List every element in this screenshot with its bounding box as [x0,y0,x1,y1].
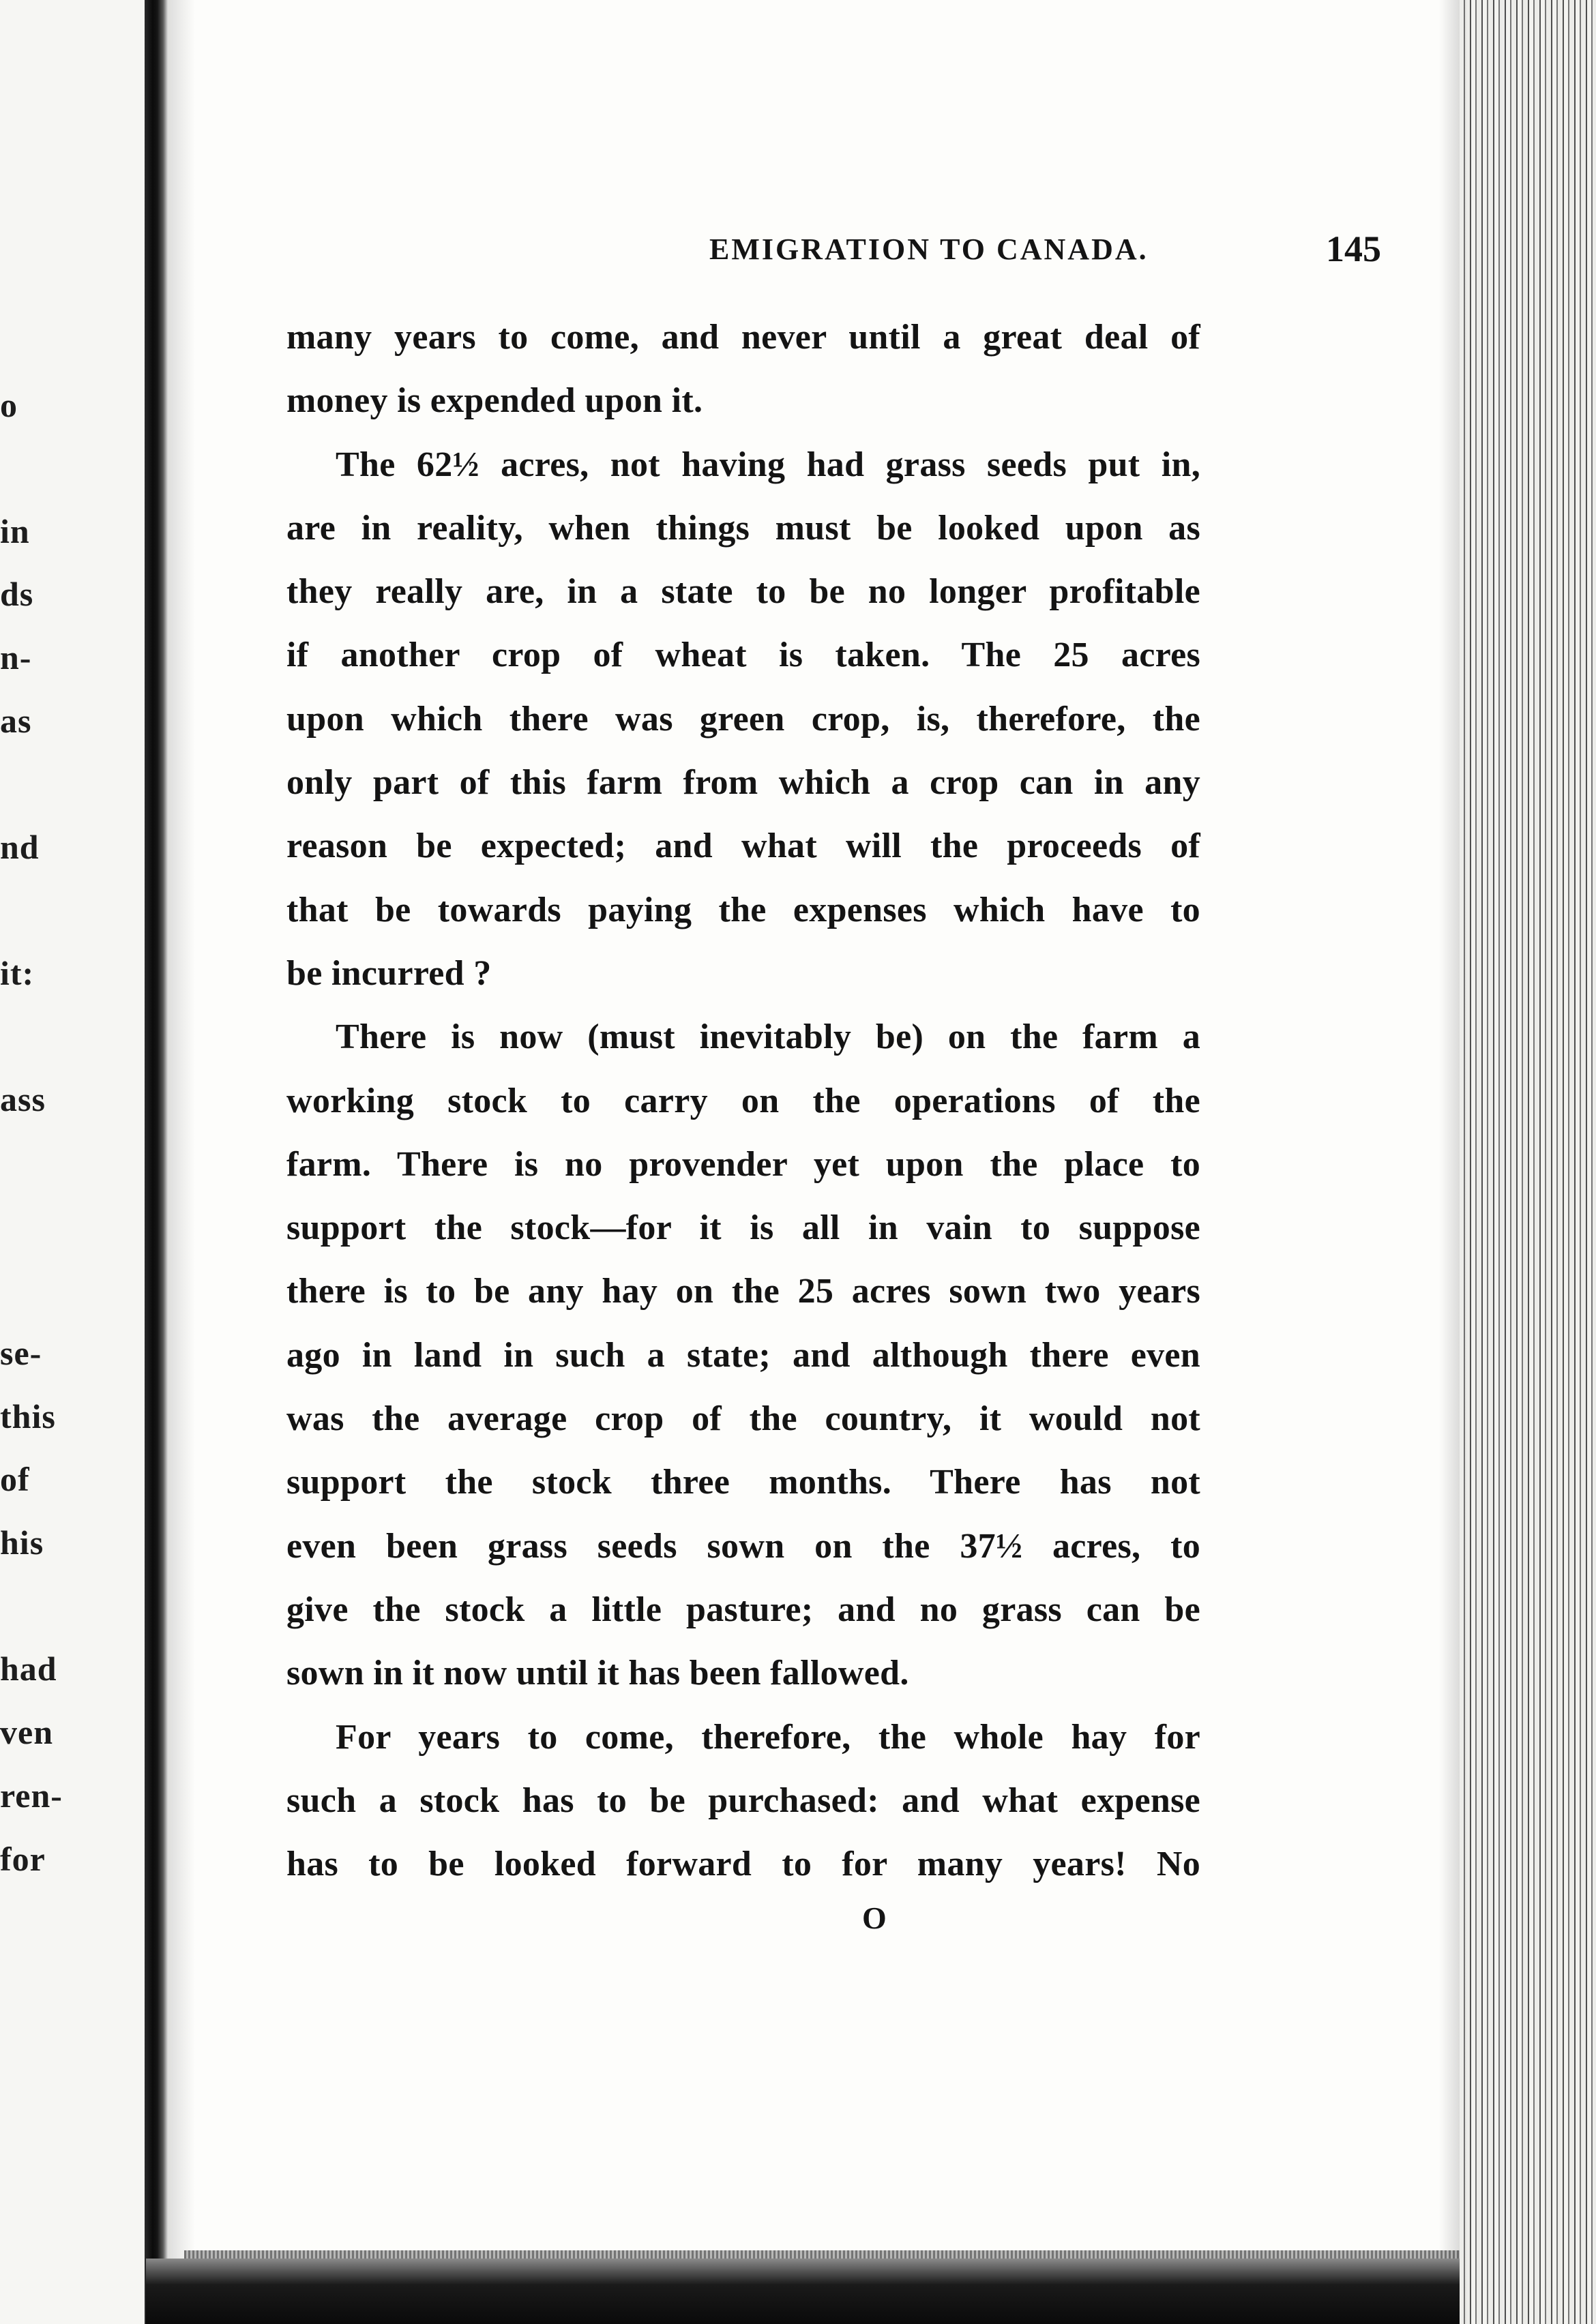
left-page-fragment: in [0,512,30,550]
gutter-shadow [168,0,195,2324]
text-line: was the average crop of the country, it would not [286,1399,1200,1439]
bottom-page-edge [184,2250,1460,2259]
left-page-fragment: of [0,1460,30,1498]
left-page-fragment: this [0,1397,56,1435]
text-line: has to be looked forward to for many years! No [286,1845,1200,1884]
scan-bottom-border [146,2259,1460,2324]
left-page-fragment: o [0,386,18,424]
text-line: money is expended upon it. [286,381,703,421]
left-page-fragment: ren- [0,1776,63,1815]
left-page-fragment: ass [0,1080,46,1118]
text-line: be incurred ? [286,953,492,993]
left-facing-page [0,0,146,2324]
text-line: reason be expected; and what will the proceeds of [286,826,1200,866]
left-page-fragment: had [0,1650,57,1688]
left-page-fragment: ds [0,575,34,613]
left-page-fragment: for [0,1840,46,1878]
text-line: even been grass seeds sown on the 37½ acres, to [286,1526,1200,1566]
text-line: many years to come, and never until a great deal of [286,318,1200,357]
text-line: are in reality, when things must be looked upon as [286,508,1200,548]
page-number: 145 [1326,228,1381,269]
text-line: There is now (must inevitably be) on the farm a [336,1017,1200,1057]
body-text [286,306,1200,1896]
text-line: only part of this farm from which a crop can in any [286,763,1200,803]
left-page-fragment: se- [0,1334,42,1372]
book-gutter [145,0,168,2324]
text-line: For years to come, therefore, the whole hay for [336,1717,1200,1757]
text-line: support the stock three months. There has not [286,1463,1200,1502]
text-line: sown in it now until it has been fallowed. [286,1654,909,1693]
text-line: upon which there was green crop, is, therefore, the [286,699,1200,739]
left-page-fragment: it: [0,954,35,992]
left-page-fragment: as [0,702,32,740]
text-line: support the stock—for it is all in vain to suppose [286,1208,1200,1248]
text-line: farm. There is no provender yet upon the place to [286,1144,1200,1184]
signature-mark: O [862,1901,887,1935]
text-line: if another crop of wheat is taken. The 25 acres [286,636,1200,675]
text-line: ago in land in such a state; and although there even [286,1335,1200,1375]
left-page-fragment: nd [0,828,40,866]
left-page-fragment: n- [0,638,32,676]
text-line: The 62½ acres, not having had grass seeds put in, [336,445,1200,484]
text-line: give the stock a little pasture; and no grass can be [286,1590,1200,1629]
left-page-fragment: ven [0,1713,53,1751]
text-line: working stock to carry on the operations of the [286,1081,1200,1120]
text-line: there is to be any hay on the 25 acres sown two years [286,1272,1200,1311]
running-head [505,228,1405,280]
text-line: that be towards paying the expenses which have to [286,890,1200,929]
left-page-fragment: his [0,1523,44,1562]
text-line: they really are, in a state to be no longer profitable [286,572,1200,612]
page-edges [1460,0,1596,2324]
text-line: such a stock has to be purchased: and what expense [286,1781,1200,1820]
running-title: EMIGRATION TO CANADA. [709,233,1149,266]
